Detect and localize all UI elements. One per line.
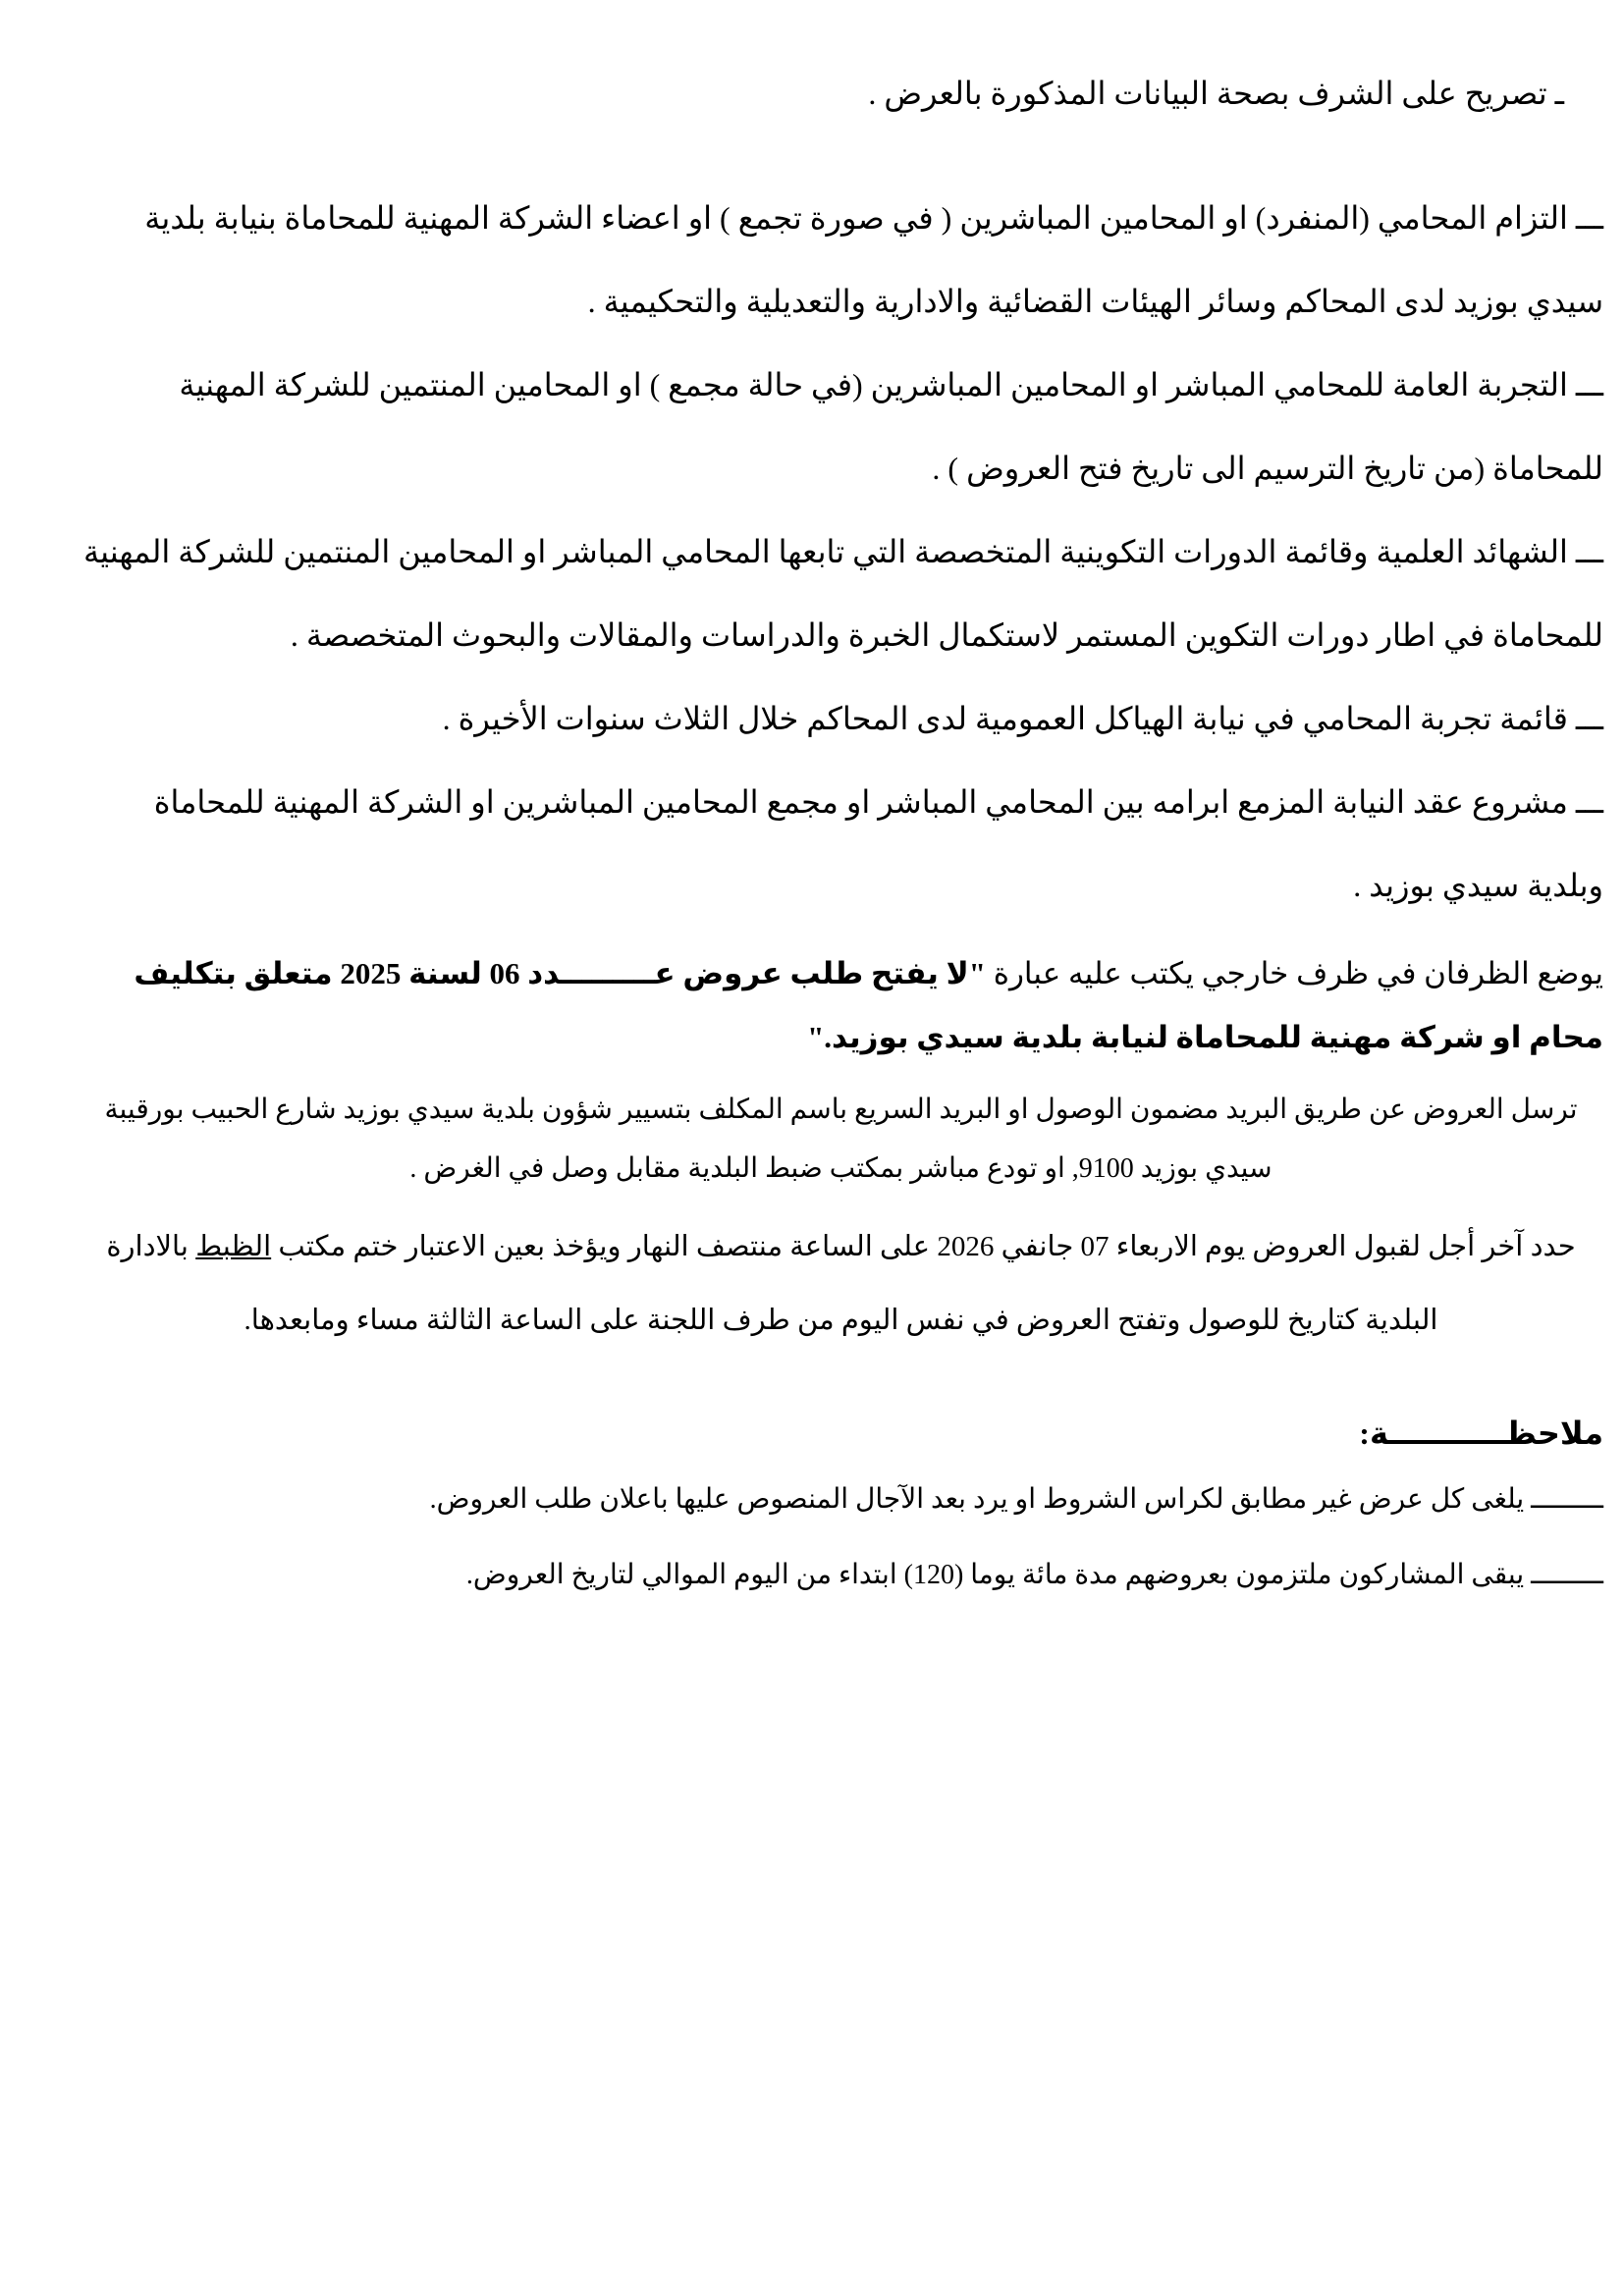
list-item-draft-contract: ـــ مشروع عقد النيابة المزمع ابرامه بين المحامي المباشر او مجمع المحامين المباشرين او الشركة المهنية للمحاماة وبلدية سيدي بوزيد . [153, 784, 1603, 903]
list-item-lawyer-commitment: ـــ التزام المحامي (المنفرد) او المحامين المباشرين ( في صورة تجمع ) او اعضاء الشركة المهنية للمحاماة بنيابة بلدية سيدي بوزيد لدى المحاكم وسائر الهيئات القضائية والادارية والتعديلية والتحكيمية . [144, 200, 1603, 319]
list-item-certificates-training: ـــ الشهائد العلمية وقائمة الدورات التكوينية المتخصصة التي تابعها المحامي المباشر او المحامين المنتمين للشركة المهنية للمحاماة في اطار دورات التكوين المستمر لاستكمال الخبرة والدراسات والمقالات والبحوث المتخصصة . [82, 534, 1603, 653]
list-item-general-experience: ـــ التجربة العامة للمحامي المباشر او المحامين المباشرين (في حالة مجمع ) او المحامين المنتمين للشركة المهنية للمحاماة (من تاريخ الترسيم الى تاريخ فتح العروض ) . [179, 367, 1603, 486]
envelope-do-not-open-quote: "لا يفتح طلب عروض عـــــــــدد 06 لسنة 2025 متعلق بتكليف محام او شركة مهنية للمحاماة لنيابة بلدية سيدي بوزيد." [134, 956, 1603, 1054]
envelope-instruction-paragraph [79, 941, 1603, 1069]
list-item-public-structures-experience: ـــ قائمة تجربة المحامي في نيابة الهياكل العمومية لدى المحاكم خلال الثلاث سنوات الأخيرة . [442, 701, 1603, 736]
registry-office-underlined-word: الظبط [195, 1231, 272, 1262]
deadline-text-before: حدد آخر أجل لقبول العروض يوم الاربعاء 07 جانفي 2026 على الساعة منتصف النهار ويؤخذ بعين الاعتبار ختم مكتب [271, 1231, 1576, 1262]
deadline-text-after: بالادارة البلدية كتاريخ للوصول وتفتح العروض في نفس اليوم من طرف اللجنة على الساعة الثالثة مساء ومابعدها. [106, 1231, 1438, 1336]
deadline-paragraph [79, 1210, 1603, 1358]
note-heading: ملاحظـــــــــــة: [1359, 1415, 1603, 1451]
note-item-rejection: ـــــــــ يلغى كل عرض غير مطابق لكراس الشروط او يرد بعد الآجال المنصوص عليها باعلان طلب العروض. [429, 1484, 1603, 1515]
declaration-honor-item: ـ تصريح على الشرف بصحة البيانات المذكورة بالعرض . [868, 76, 1564, 111]
envelope-instruction-prefix: يوضع الظرفان في ظرف خارجي يكتب عليه عبارة [985, 956, 1603, 990]
note-item-offer-validity: ـــــــــ يبقى المشاركون ملتزمون بعروضهم مدة مائة يوما (120) ابتداء من اليوم الموالي لتاريخ العروض. [465, 1560, 1603, 1590]
submission-method-paragraph: ترسل العروض عن طريق البريد مضمون الوصول او البريد السريع باسم المكلف بتسيير شؤون بلدية سيدي بوزيد شارع الحبيب بورقيبة سيدي بوزيد 9100, او تودع مباشر بمكتب ضبط البلدية مقابل وصل في الغرض . [104, 1095, 1578, 1184]
